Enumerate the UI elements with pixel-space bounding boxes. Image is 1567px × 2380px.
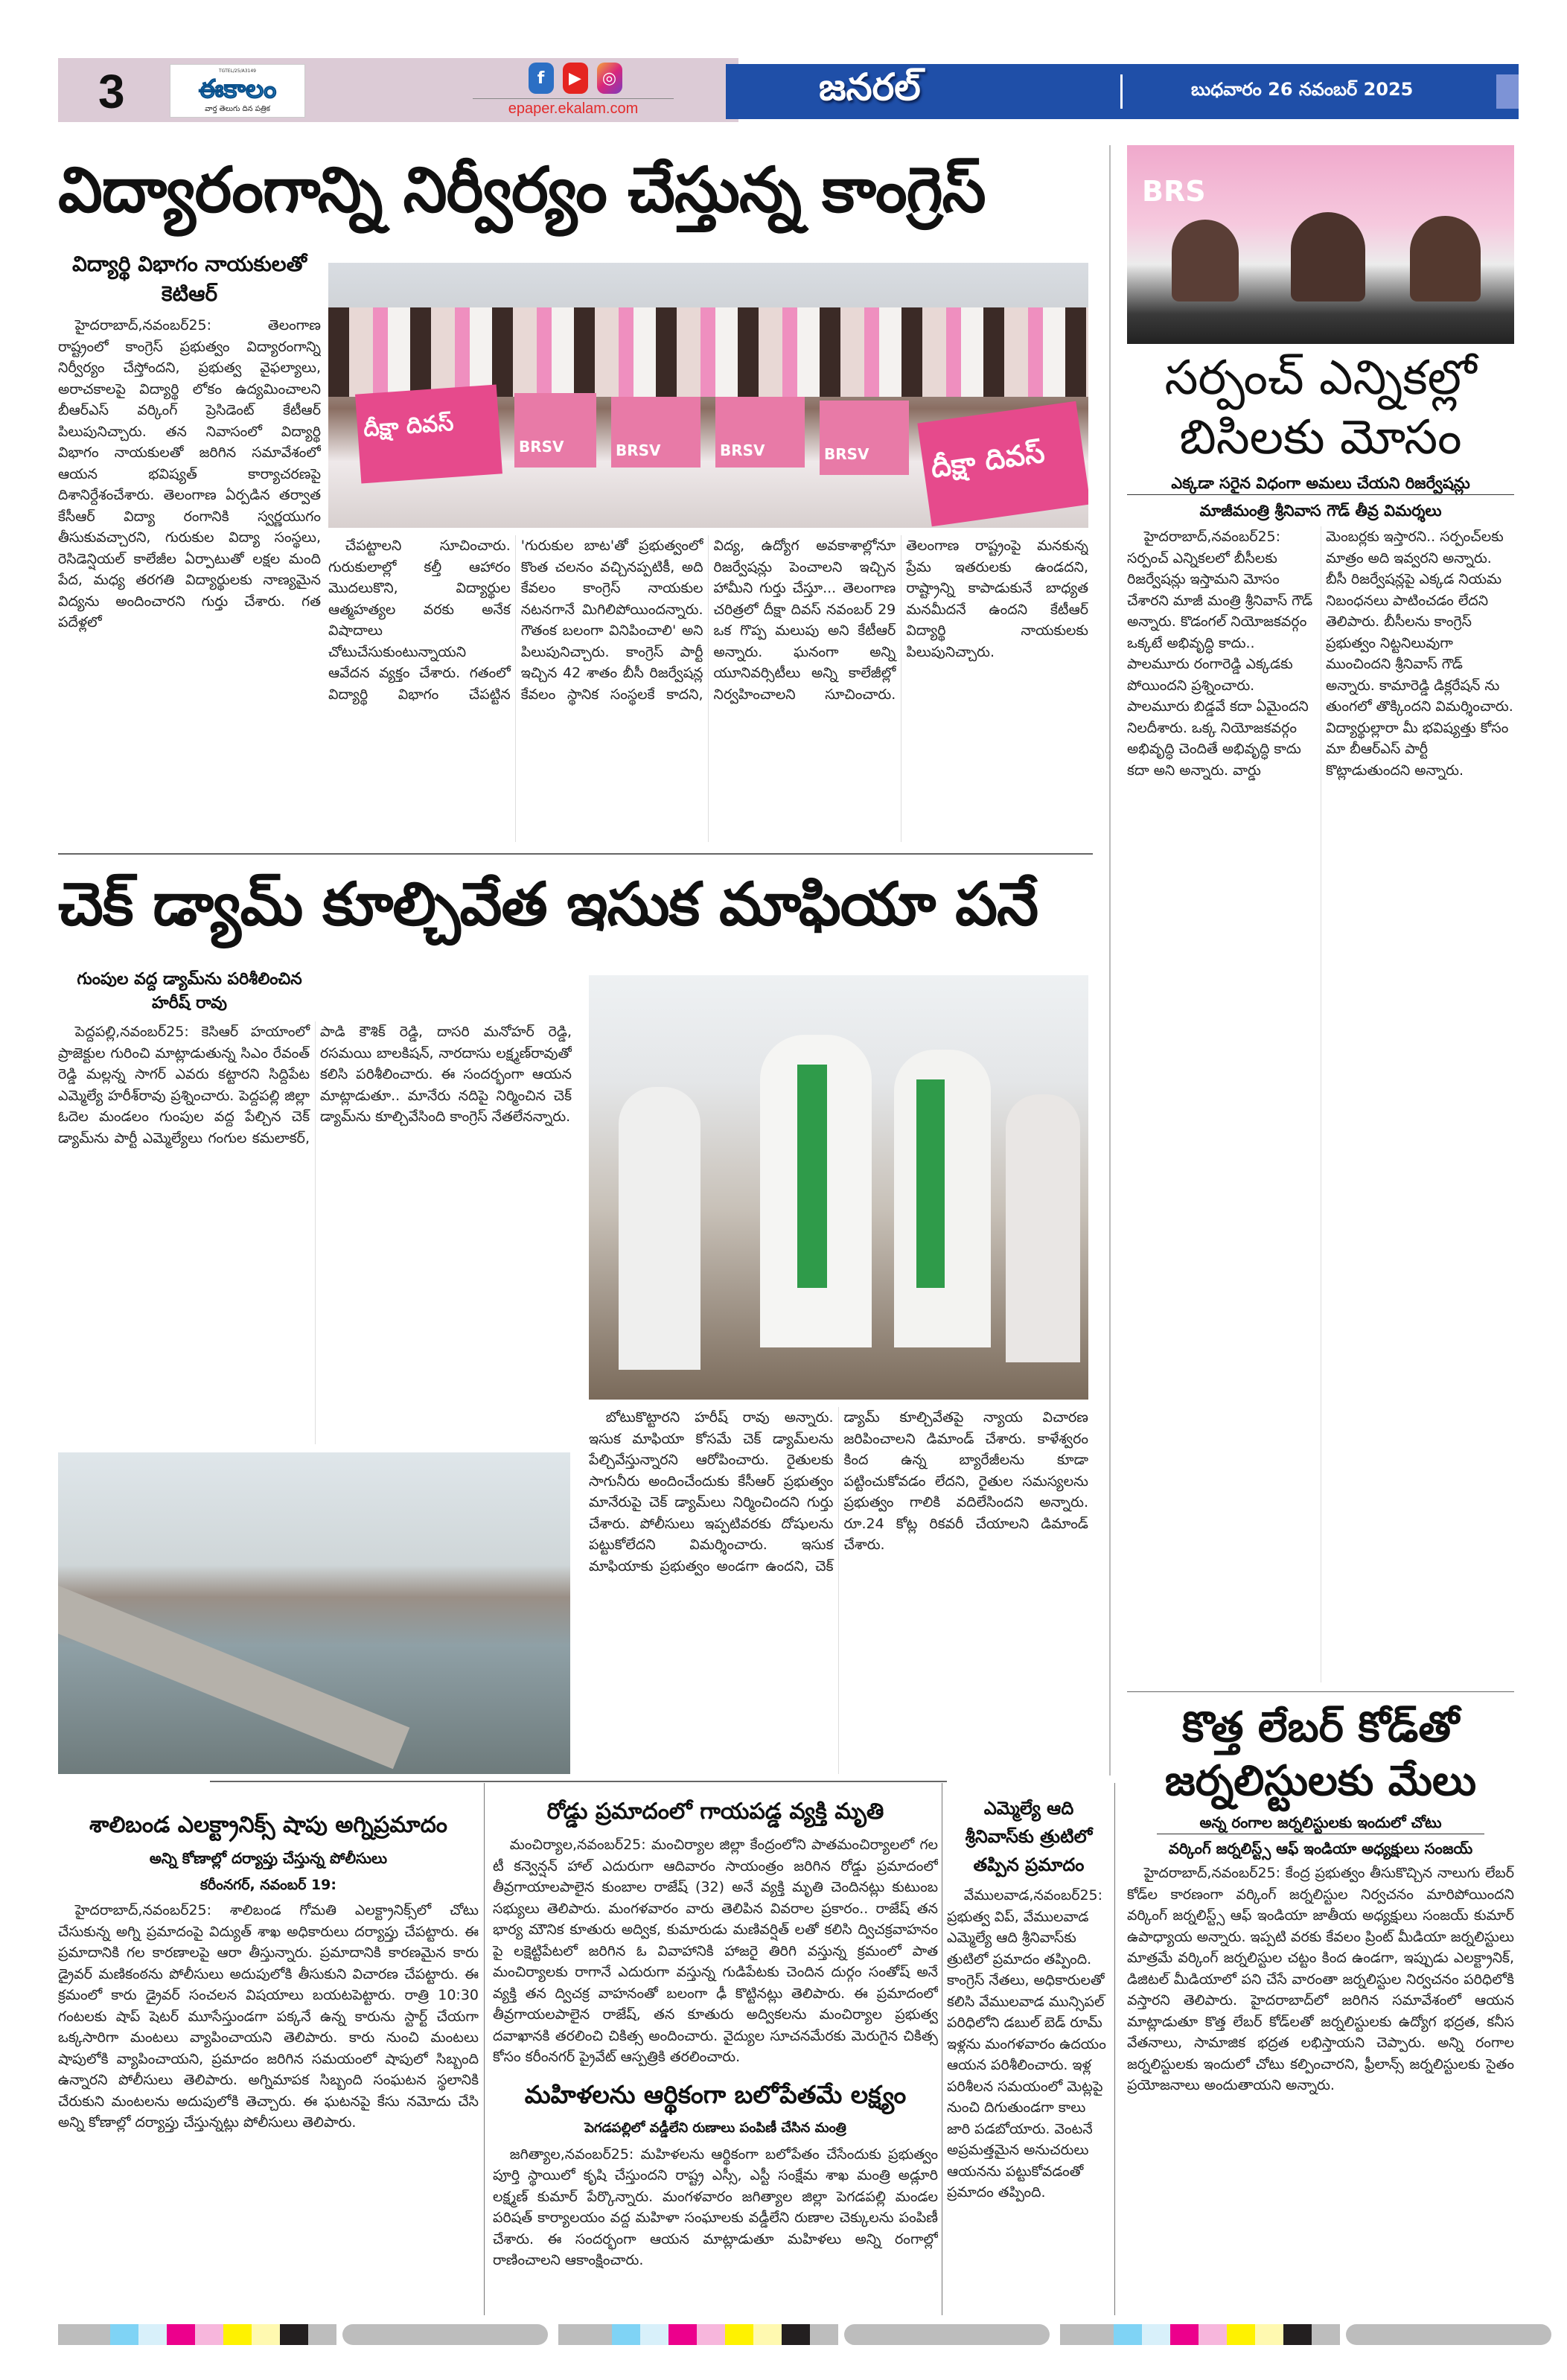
check-dam-photo — [58, 1452, 570, 1774]
story3-photo — [589, 975, 1088, 1400]
story6-headline: రోడ్డు ప్రమాదంలో గాయపడ్డ వ్యక్తి మృతి — [546, 1799, 884, 1825]
story3-headline: చెక్ డ్యామ్ కూల్చివేత ఇసుక మాఫియా పనే — [58, 870, 1038, 939]
story8-body: వేములవాడ,నవంబర్25: ప్రభుత్వ విప్, వేములవాడ ఎమ్మెల్యే ఆది శ్రీనివాస్‌కు త్రుటిలో ప్రమాదం తప్పింది. కాంగ్రెస్ నేతలు, అధికారులతో కలిసి వేములవాడ మున్సిపల్ పరిధిలోని డబుల్ బెడ్ రూమ్ ఇళ్లను మంగళవారం ఉదయం ఆయన పరిశీలించారు. ఇళ్ల పరిశీలన సమయంలో మెట్లపై నుంచి దిగుతుండగా కాలు జారి పడబోయారు. వెంటనే అప్రమత్తమైన అనుచరులు ఆయనను పట్టుకోవడంతో ప్రమాదం తప్పింది. — [947, 1887, 1106, 2201]
story7-headline: మహిళలను ఆర్థికంగా బలోపేతమే లక్ష్యం — [524, 2079, 907, 2109]
story2-subhead1: ఎక్కడా సరైన విధంగా అమలు చేయని రిజర్వేషన్లు — [1127, 472, 1514, 495]
column-divider — [1109, 145, 1111, 1776]
story5-body: హైదరాబాద్,నవంబర్25: శాలిబండ గోమతి ఎలక్ట్రానిక్స్‌లో చోటు చేసుకున్న అగ్ని ప్రమాదంపై విద్యుత్ శాఖ అధికారులు దర్యాప్తు చేపట్టారు. ఈ ప్రమాదానికి గల కారణాలపై ఆరా తీస్తున్నారు. ప్రమాదానికి కారణమైన కారు డ్రైవర్ మణికంఠను పోలీసులు అదుపులోకి తీసుకుని విచారణ చేపట్టారు. ఈ క్రమంలో కారు డ్రైవర్ సంచలన విషయాలు బయటపెట్టారు. రాత్రి 10:30 గంటలకు షాప్ షెటర్ మూసేస్తుండగా పక్కనే ఉన్న కారును స్టార్ట్ చేయగా ఒక్కసారిగా మంటలు వ్యాపించాయని తెలిపారు. కారు నుంచి మంటలు షాపులోకి వ్యాపించాయని, ప్రమాదం జరిగిన సమయంలో షాపులో సిబ్బంది ఉన్నారని పోలీసులు తెలిపారు. అగ్నిమాపక సిబ్బంది సంఘటన స్థలానికి చేరుకుని మంటలను అదుపులోకి తెచ్చారు. ఈ ఘటనపై కేసు నమోదు చేసి అన్ని కోణాల్లో దర్యాప్తు చేస్తున్నట్లు పోలీసులు తెలిపారు. — [58, 1902, 479, 2131]
story1-left-column — [58, 249, 321, 842]
story1-subhead: విద్యార్థి విభాగం నాయకులతో కెటిఆర్ — [72, 252, 307, 306]
issue-date: బుధవారం 26 నవంబర్ 2025 — [1191, 79, 1414, 100]
website-link[interactable]: epaper.ekalam.com — [473, 98, 674, 118]
instagram-icon[interactable]: ◎ — [597, 63, 622, 94]
story2-column — [1127, 145, 1514, 1682]
story2-body: హైదరాబాద్,నవంబర్25: సర్పంచ్ ఎన్నికలలో బీసీలకు రిజర్వేషన్లు ఇస్తామని మోసం చేశారని మాజీ మంత్రి శ్రీనివాస్ గౌడ్ అన్నారు. కొడంగల్ నియోజకవర్గం ఒక్కటే అభివృద్ధి కాదు.. పాలమూరు రంగారెడ్డి ఎక్కడకు పోయిందని ప్రశ్నించారు. పాలమూరు బిడ్డవే కదా ఏమైందని నిలదీశారు. ఒక్క నియోజకవర్గం అభివృద్ధి చెందితే అభివృద్ధి కాదు కదా అని అన్నారు. వార్డు మెంబర్లకు ఇస్తారని.. సర్పంచ్‌లకు మాత్రం అది ఇవ్వరని అన్నారు. బీసీ రిజర్వేషన్లపై ఎక్కడ నియమ నిబంధనలు పాటించడం లేదని తెలిపారు. బీసీలను కాంగ్రెస్ ప్రభుత్వం నిట్టనిలువుగా ముంచిందని శ్రీనివాస్ గౌడ్ అన్నారు. కామారెడ్డి డిక్లరేషన్ ను తుంగలో తొక్కిందని విమర్శించారు. విద్యార్థుల్లారా మీ భవిష్యత్తు కోసం మా బీఆర్ఎస్ పార్టీ కొట్లాడుతుందని అన్నారు. — [1127, 529, 1513, 779]
story4-subhead1: అన్న రంగాల జర్నలిస్టులకు ఇందులో చోటు — [1157, 1811, 1484, 1834]
story7-subhead: పెగడపల్లిలో వడ్డీలేని రుణాలు పంపిణీ చేసిన మంత్రి — [584, 2119, 846, 2136]
photo-banner: BRSV — [514, 393, 596, 468]
page-number: 3 — [98, 65, 125, 118]
divider — [1127, 1691, 1514, 1692]
story3-left-columns — [58, 968, 572, 1444]
story4-subhead2: వర్కింగ్ జర్నలిస్ట్స్ ఆఫ్ ఇండియా అధ్యక్షులు సంజయ్ — [1168, 1840, 1473, 1857]
newspaper-logo[interactable] — [170, 64, 305, 118]
header-separator — [1120, 74, 1123, 109]
column-divider — [1114, 1783, 1115, 2315]
story8-headline: ఎమ్మెల్యే ఆది శ్రీనివాస్‌కు త్రుటిలో తప్పిన ప్రమాదం — [965, 1798, 1093, 1875]
divider — [58, 853, 1093, 855]
story5-column — [58, 1809, 479, 2315]
story3-subhead: గుంపుల వద్ద డ్యామ్‌ను పరిశీలించిన హరీష్ రావు — [77, 970, 302, 1012]
print-color-strip — [58, 2324, 1551, 2345]
story4-column — [1127, 1701, 1514, 2315]
story1-headline: విద్యారంగాన్ని నిర్వీర్యం చేస్తున్న కాంగ్రెస్ — [58, 153, 986, 226]
section-title: జనరల్ — [819, 66, 921, 109]
dateline-overlay: కరీంనగర్, నవంబర్ 19: — [200, 1877, 336, 1893]
photo-banner: BRS — [1142, 175, 1206, 208]
story2-photo — [1127, 145, 1514, 344]
photo-banner: BRSV — [611, 397, 700, 468]
story6-7-column — [493, 1794, 938, 2271]
logo-registration: TGTEL/25/A3149 — [219, 68, 256, 74]
story2-headline: సర్పంచ్ ఎన్నికల్లో బిసిలకు మోసం — [1164, 351, 1477, 465]
story1-body-col1: హైదరాబాద్,నవంబర్25: తెలంగాణ రాష్ట్రంలో కాంగ్రెస్ ప్రభుత్వం విద్యారంగాన్ని నిర్వీర్యం చేస్తోందని, ప్రభుత్వ వైఫల్యాలు, అరాచకాలపై విద్యార్థి లోకం ఉద్యమించాలని బీఆర్ఎస్ వర్కింగ్ ప్రెసిడెంట్ కేటీఆర్ పిలుపునిచ్చారు. తన నివాసంలో విద్యార్థి విభాగం నాయకులతో జరిగిన సమావేశంలో ఆయన భవిష్యత్ కార్యాచరణపై దిశానిర్దేశంచేశారు. తెలంగాణ ఏర్పడిన తర్వాత కేసీఆర్ విద్యా రంగానికి స్వర్ణయుగం తీసుకువచ్చారని, గురుకుల విద్యా సంస్థలు, రెసిడెన్షియల్ కాలేజీల ఏర్పాటుతో లక్షల మంది పేద, మధ్య తరగతి విద్యార్థులకు నాణ్యమైన విద్యను అందించారని గుర్తు చేశారు. గత పదేళ్లలో — [58, 317, 321, 631]
logo-name: ఈకాలం — [198, 74, 277, 104]
story2-subhead2: మాజీమంత్రి శ్రీనివాస గౌడ్ తీవ్ర విమర్శలు — [1199, 502, 1442, 520]
story7-body: జగిత్యాల,నవంబర్25: మహిళలను ఆర్థికంగా బలోపేతం చేసేందుకు ప్రభుత్వం పూర్తి స్థాయిలో కృషి చేస్తుందని రాష్ట్ర ఎస్సీ, ఎస్టీ సంక్షేమ శాఖ మంత్రి అడ్లూరి లక్ష్మణ్ కుమార్ పేర్కొన్నారు. మంగళవారం జగిత్యాల జిల్లా పెగడపల్లి మండల పరిషత్ కార్యాలయం వద్ద మహిళా సంఘాలకు వడ్డీలేని రుణాల చెక్కులను పంపిణీ చేశారు. ఈ సందర్భంగా ఆయన మాట్లాడుతూ మహిళలు అన్ని రంగాల్లో రాణించాలని ఆకాంక్షించారు. — [493, 2145, 938, 2268]
story8-column — [947, 1794, 1111, 2204]
photo-banner: దీక్షా దివస్ — [355, 385, 502, 484]
photo-banner: BRSV — [820, 401, 909, 475]
story4-body: హైదరాబాద్,నవంబర్25: కేంద్ర ప్రభుత్వం తీసుకొచ్చిన నాలుగు లేబర్ కోడ్‌ల కారణంగా వర్కింగ్ జర్నలిస్టుల నిర్వచనం మారిపోయిందని వర్కింగ్ జర్నలిస్ట్స్ ఆఫ్ ఇండియా జాతీయ అధ్యక్షులు సంజయ్ కుమార్ ఉపాధ్యాయ అన్నారు. ఇప్పటి వరకు కేవలం ప్రింట్ మీడియా జర్నలిస్టులు మాత్రమే వర్కింగ్ జర్నలిస్టుల చట్టం కింద ఉండగా, ఇప్పుడు ఎలక్ట్రానిక్, డిజిటల్ మీడియాలో పని చేసే వారంతా జర్నలిస్టుల నిర్వచనం పరిధిలోకి వస్తారని తెలిపారు. హైదరాబాద్‌లో జరిగిన సమావేశంలో ఆయన మాట్లాడుతూ కొత్త లేబర్ కోడ్‌లతో జర్నలిస్టులకు ఉద్యోగ భద్రత, కనీస వేతనాలు, సామాజిక భద్రత లభిస్తాయని చెప్పారు. అన్ని రంగాల జర్నలిస్టులకు ఇందులో చోటు కల్పించారని, ఫ్రీలాన్స్ జర్నలిస్టులకు సైతం ప్రయోజనాలు అందుతాయని అన్నారు. — [1127, 1865, 1514, 2093]
header-tab — [1496, 74, 1519, 109]
photo-banner: BRSV — [715, 397, 805, 468]
story1-photo — [328, 263, 1088, 528]
story6-body: మంచిర్యాల,నవంబర్25: మంచిర్యాల జిల్లా కేంద్రంలోని పాతమంచిర్యాలలో గల టీ కన్వెన్షన్ హాల్ ఎదురుగా ఆదివారం సాయంత్రం జరిగిన రోడ్డు ప్రమాదంలో తీవ్రగాయాలపాలైన కుంబాల రాజేష్ (32) అనే వ్యక్తి మృతి చెందినట్లు కుటుంబ సభ్యులు తెలిపారు. మంగళవారం వారు తెలిపిన వివరాల ప్రకారం.. రాజేష్ తన భార్య మౌనిక కూతురు అద్విక, కుమారుడు మణివర్షిత్ లతో కలిసి ద్విచక్రవాహనం పై లక్షెట్టిపేటలో జరిగిన ఓ వివాహానికి హాజరై తిరిగి వస్తున్న క్రమంలో పాత మంచిర్యాలకు రాగానే ఎదురుగా వస్తున్న గుడిపేటకు చెందిన దుర్గం సంతోష్ అనే వ్యక్తి తన ద్విచక్ర వాహనంతో బలంగా ఢీ కొట్టినట్లు తెలిపారు. ఈ ప్రమాదంలో తీవ్రగాయలపాలైన రాజేష్, తన కూతురు అద్వికలను మంచిర్యాల ప్రభుత్వ దవాఖానకి తరలించి చికిత్స అందించారు. వైద్యుల సూచనమేరకు మెరుగైన చికిత్స కోసం కరీంనగర్ ప్రైవేట్ ఆస్పత్రికి తరలించారు. — [493, 1837, 938, 2065]
divider — [210, 1781, 947, 1782]
story4-headline: కొత్త లేబర్ కోడ్‌తో జర్నలిస్టులకు మేలు — [1164, 1703, 1477, 1805]
story5-headline: శాలిబండ ఎలక్ట్రానిక్స్ షాపు అగ్నిప్రమాదం — [89, 1812, 447, 1838]
story3-body-rest: బోటుకొట్టారని హరీష్ రావు అన్నారు. ఇసుక మాఫియా కోసమే చెక్ డ్యామ్‌లను పేల్చివేస్తున్నారని ఆరోపించారు. రైతులకు సాగునీరు అందించేందుకు కేసీఆర్ ప్రభుత్వం మానేరుపై చెక్ డ్యామ్‌లు నిర్మించిందని గుర్తు చేశారు. పోలీసులు ఇప్పటివరకు దోషులను పట్టుకోలేదని విమర్శించారు. ఇసుక మాఫియాకు ప్రభుత్వం అండగా ఉందని, చెక్ డ్యామ్ కూల్చివేతపై న్యాయ విచారణ జరిపించాలని డిమాండ్ చేశారు. కాళేశ్వరం కింద ఉన్న బ్యారేజీలను కూడా పట్టించుకోవడం లేదని, రైతుల సమస్యలను ప్రభుత్వం గాలికి వదిలేసిందని అన్నారు. రూ.24 కోట్ల రికవరీ చేయాలని డిమాండ్ చేశారు. — [589, 1409, 1088, 1575]
logo-tagline: వార్త తెలుగు దిన పత్రిక — [205, 104, 270, 113]
youtube-icon[interactable]: ▶ — [563, 63, 588, 94]
story1-body-cols: చేపట్టాలని సూచించారు. గురుకులాల్లో కల్తీ ఆహారం మొదలుకొని, విద్యార్థుల ఆత్మహత్యల వరకు అనేక విషాదాలు చోటుచేసుకుంటున్నాయని ఆవేదన వ్యక్తం చేశారు. గతంలో విద్యార్థి విభాగం చేపట్టిన 'గురుకుల బాట'తో ప్రభుత్వంలో కొంత చలనం వచ్చినప్పటికీ, అది కేవలం కాంగ్రెస్ నాయకుల నటనగానే మిగిలిపోయిందన్నారు. గౌతంక బలంగా వినిపించాలి' అని పిలుపునిచ్చారు. కాంగ్రెస్ పార్టీ ఇచ్చిన 42 శాతం బీసీ రిజర్వేషన్ల కేవలం స్థానిక సంస్థలకే కాదని, విద్య, ఉద్యోగ అవకాశాల్లోనూ రిజర్వేషన్లు పెంచాలని ఇచ్చిన హామీని గుర్తు చేస్తూ... తెలంగాణ చరిత్రలో దీక్షా దివస్ నవంబర్ 29 ఒక గొప్ప మలుపు అని కేటీఆర్ అన్నారు. ఘనంగా అన్ని యూనివర్సిటీలు అన్ని కాలేజీల్లో నిర్వహించాలని సూచించారు. తెలంగాణ రాష్ట్రంపై మనకున్న ప్రేమ ఇతరులకు ఉండదని, రాష్ట్రాన్ని కాపాడుకునే బాధ్యత మనమీదనే ఉందని కేటీఆర్ విద్యార్థి నాయకులకు పిలుపునిచ్చారు. — [328, 537, 1088, 703]
column-divider — [484, 1783, 485, 2315]
social-links — [506, 63, 644, 94]
story5-subhead: అన్ని కోణాల్లో దర్యాప్తు చేస్తున్న పోలీసులు — [149, 1849, 388, 1867]
story3-body-cols: పెద్దపల్లి,నవంబర్25: కెసిఆర్ హయాంలో ప్రాజెక్టుల గురించి మాట్లాడుతున్న సిఎం రేవంత్ రెడ్డి మల్లన్న సాగర్ ఎవరు కట్టారని సిద్దిపేట ఎమ్మెల్యే హరీశ్‌రావు ప్రశ్నించారు. పెద్దపల్లి జిల్లా ఓదెల మండలం గుంపుల వద్ద పేల్చిన చెక్ డ్యామ్‌ను పార్టీ ఎమ్మెల్యేలు గంగుల కమలాకర్, పాడి కౌశిక్ రెడ్డి, దాసరి మనోహర్ రెడ్డి, రసమయి బాలకిషన్, నారదాసు లక్ష్మణ్‌రావుతో కలిసి పరిశీలించారు. ఈ సందర్భంగా ఆయన మాట్లాడుతూ.. మానేరు నదిపై నిర్మించిన చెక్ డ్యామ్‌ను కూల్చివేసింది కాంగ్రెస్ నేతలేనన్నారు. — [58, 1024, 572, 1146]
photo-banner: దీక్షా దివస్ — [917, 401, 1088, 527]
facebook-icon[interactable]: f — [529, 63, 554, 94]
